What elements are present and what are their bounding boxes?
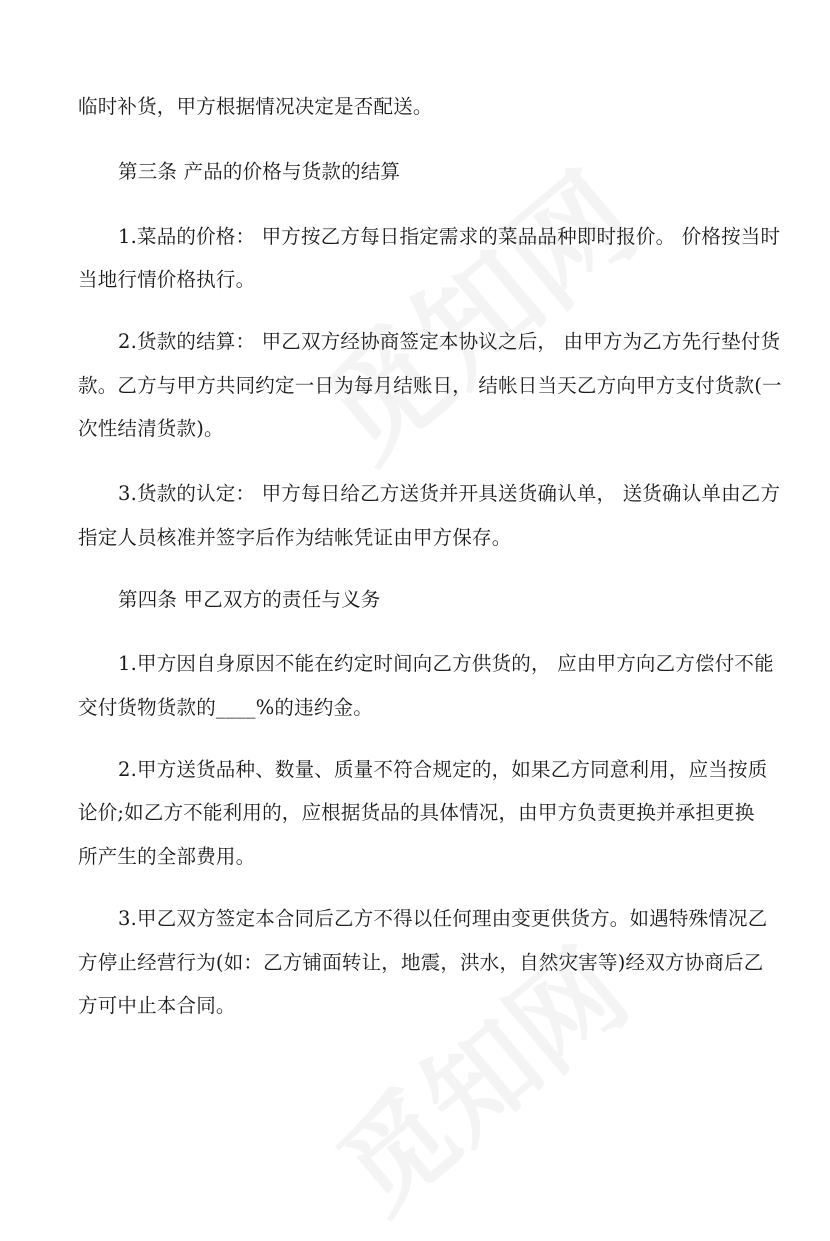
paragraph-line: 临时补货，甲方根据情况决定是否配送。: [78, 95, 433, 118]
paragraph-line: 款。乙方与甲方共同约定一日为每月结账日， 结帐日当天乙方向甲方支付货款(一: [78, 374, 782, 397]
paragraph-line: 当地行情价格执行。: [78, 268, 256, 291]
paragraph-line: 次性结清货款)。: [78, 417, 224, 440]
paragraph-line: 交付货物货款的____%的违约金。: [78, 696, 373, 719]
paragraph-line: 所产生的全部费用。: [78, 845, 256, 868]
paragraph-line: 2.货款的结算： 甲乙双方经协商签定本协议之后， 由甲方为乙方先行垫付货: [118, 330, 781, 353]
paragraph-line: 指定人员核准并签字后作为结帐凭证由甲方保存。: [78, 526, 512, 549]
paragraph-line: 方停止经营行为(如：乙方铺面转让，地震，洪水，自然灾害等)经双方协商后乙: [78, 951, 764, 974]
paragraph-line: 1.甲方因自身原因不能在约定时间向乙方供货的， 应由甲方向乙方偿付不能: [118, 652, 774, 675]
paragraph-line: 1.菜品的价格： 甲方按乙方每日指定需求的菜品品种即时报价。 价格按当时: [118, 225, 781, 248]
paragraph-line: 论价;如乙方不能利用的，应根据货品的具体情况，由甲方负责更换并承担更换: [78, 801, 755, 824]
paragraph-line: 2.甲方送货品种、数量、质量不符合规定的，如果乙方同意利用，应当按质: [118, 758, 768, 781]
paragraph-line: 3.货款的认定： 甲方每日给乙方送货并开具送货确认单， 送货确认单由乙方: [118, 482, 781, 505]
section-heading: 第四条 甲乙双方的责任与义务: [118, 588, 381, 611]
paragraph-line: 3.甲乙双方签定本合同后乙方不得以任何理由变更供货方。如遇特殊情况乙: [118, 907, 768, 930]
paragraph-line: 方可中止本合同。: [78, 994, 236, 1017]
section-heading: 第三条 产品的价格与货款的结算: [118, 160, 401, 183]
